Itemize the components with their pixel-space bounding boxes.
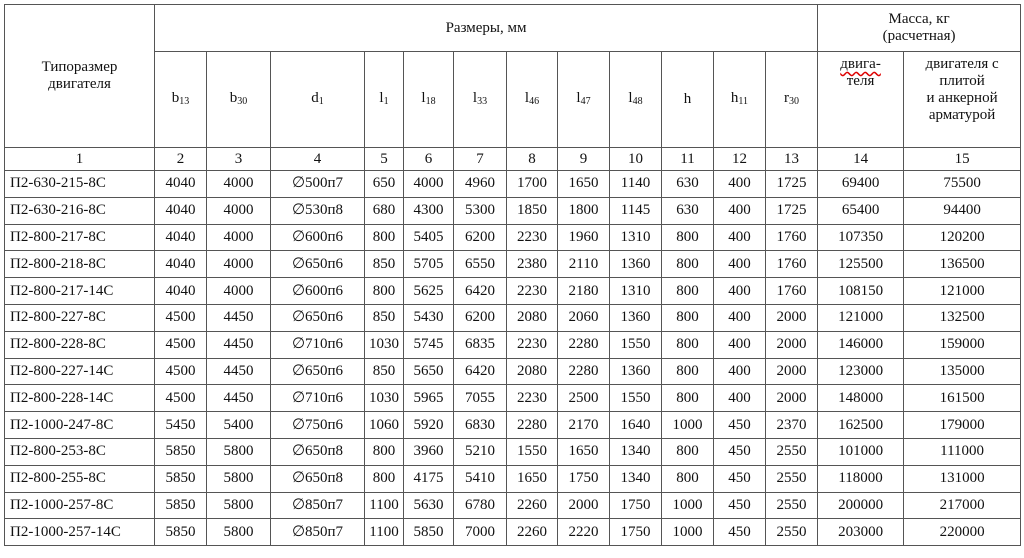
dim-subscript: 13 [179,95,190,107]
value-cell: 5965 [404,385,454,412]
motor-type-cell: П2-630-216-8С [5,197,155,224]
value-cell: 203000 [818,519,904,546]
value-cell: 5850 [155,519,207,546]
value-cell: 2170 [558,412,610,439]
value-cell: 200000 [818,492,904,519]
header-mass-motor-line2: теля [846,73,875,89]
table-row [5,171,1021,198]
value-cell: 4000 [207,171,271,198]
value-cell: 1550 [610,331,662,358]
value-cell: 450 [714,465,766,492]
value-cell: 650 [365,171,404,198]
value-cell: 6550 [454,251,507,278]
value-cell: 1760 [766,251,818,278]
value-cell: 6200 [454,224,507,251]
value-cell: 121000 [818,304,904,331]
value-cell: 5850 [404,519,454,546]
header-dim-l1 [365,52,404,148]
value-cell: 1000 [662,492,714,519]
value-cell: 1360 [610,304,662,331]
value-cell: ∅650п6 [271,358,365,385]
value-cell: 5400 [207,412,271,439]
value-cell: 1360 [610,358,662,385]
value-cell: ∅750п6 [271,412,365,439]
dim-subscript: 30 [789,95,800,107]
dim-symbol: d [311,89,319,106]
value-cell: 400 [714,385,766,412]
header-dim-h [662,52,714,148]
value-cell: 2280 [558,358,610,385]
value-cell: 5450 [155,412,207,439]
value-cell: 800 [662,278,714,305]
table-row [5,358,1021,385]
value-cell: 217000 [904,492,1021,519]
header-mass-motor [818,52,904,148]
dim-symbol: h [730,89,739,106]
header-mass-full-line2: плитой [939,73,985,89]
value-cell: 5210 [454,438,507,465]
value-cell: 161500 [904,385,1021,412]
value-cell: 1640 [610,412,662,439]
value-cell: 5800 [207,465,271,492]
dim-symbol: l [524,89,530,106]
header-dim-l48 [610,52,662,148]
value-cell: 1145 [610,197,662,224]
value-cell: 4040 [155,171,207,198]
motor-type-cell: П2-1000-247-8С [5,412,155,439]
dim-subscript: 33 [477,95,488,107]
value-cell: 5410 [454,465,507,492]
header-dim-l18 [404,52,454,148]
column-number: 6 [404,148,454,171]
value-cell: 450 [714,519,766,546]
value-cell: 450 [714,412,766,439]
value-cell: 1700 [507,171,558,198]
value-cell: 4000 [207,278,271,305]
value-cell: 630 [662,197,714,224]
value-cell: 5405 [404,224,454,251]
value-cell: 1550 [610,385,662,412]
value-cell: 630 [662,171,714,198]
dim-symbol: l [576,89,581,106]
value-cell: 4040 [155,251,207,278]
value-cell: 5800 [207,438,271,465]
value-cell: 4450 [207,304,271,331]
value-cell: ∅500п7 [271,171,365,198]
value-cell: ∅530п8 [271,197,365,224]
value-cell: 800 [365,278,404,305]
motor-type-cell: П2-800-228-8С [5,331,155,358]
motor-type-cell: П2-1000-257-8С [5,492,155,519]
table-row [5,519,1021,546]
value-cell: 1310 [610,278,662,305]
value-cell: 6835 [454,331,507,358]
table-row [5,385,1021,412]
motor-type-cell: П2-800-217-14С [5,278,155,305]
value-cell: 2060 [558,304,610,331]
value-cell: 450 [714,438,766,465]
value-cell: 69400 [818,171,904,198]
dim-symbol: r [784,89,790,106]
dim-subscript: 18 [425,95,436,107]
value-cell: 148000 [818,385,904,412]
dim-subscript: 1 [318,95,324,107]
value-cell: 6200 [454,304,507,331]
value-cell: 5800 [207,519,271,546]
value-cell: 2230 [507,278,558,305]
value-cell: 4500 [155,358,207,385]
value-cell: 2550 [766,465,818,492]
value-cell: 118000 [818,465,904,492]
dim-subscript: 1 [383,95,389,107]
column-number: 10 [610,148,662,171]
value-cell: 5920 [404,412,454,439]
value-cell: 1060 [365,412,404,439]
value-cell: ∅650п8 [271,465,365,492]
header-dim-l33 [454,52,507,148]
value-cell: 1750 [558,465,610,492]
header-dim-l46 [507,52,558,148]
header-dim-b30 [207,52,271,148]
value-cell: ∅650п8 [271,438,365,465]
value-cell: 1140 [610,171,662,198]
value-cell: 800 [662,304,714,331]
motor-type-cell: П2-800-228-14С [5,385,155,412]
value-cell: 2260 [507,519,558,546]
column-number: 1 [5,148,155,171]
value-cell: 1650 [558,171,610,198]
value-cell: 5430 [404,304,454,331]
motor-dimensions-table [4,4,1021,546]
value-cell: 850 [365,304,404,331]
value-cell: 179000 [904,412,1021,439]
column-number: 7 [454,148,507,171]
value-cell: 4500 [155,304,207,331]
table-row [5,278,1021,305]
value-cell: 1100 [365,492,404,519]
value-cell: 5745 [404,331,454,358]
value-cell: 4500 [155,385,207,412]
value-cell: 800 [365,465,404,492]
table-row [5,492,1021,519]
header-dimension-symbols [5,52,1021,148]
value-cell: 2550 [766,492,818,519]
value-cell: ∅710п6 [271,385,365,412]
value-cell: 7055 [454,385,507,412]
value-cell: 400 [714,251,766,278]
header-dim-h11 [714,52,766,148]
value-cell: 1760 [766,224,818,251]
dim-symbol: l [628,89,633,106]
motor-type-cell: П2-630-215-8С [5,171,155,198]
value-cell: 4040 [155,278,207,305]
dim-symbol: b [171,89,180,106]
value-cell: 800 [662,224,714,251]
value-cell: 850 [365,251,404,278]
value-cell: 1650 [507,465,558,492]
value-cell: 2000 [558,492,610,519]
value-cell: 136500 [904,251,1021,278]
header-mass-full-line4: арматурой [928,107,996,123]
value-cell: 680 [365,197,404,224]
value-cell: 400 [714,171,766,198]
header-mass-full-line1: двигателя с [925,56,999,72]
table-row [5,304,1021,331]
dim-symbol: h [683,91,692,107]
value-cell: 2230 [507,385,558,412]
dim-symbol: l [379,89,384,106]
value-cell: 162500 [818,412,904,439]
value-cell: 6420 [454,358,507,385]
value-cell: 4000 [404,171,454,198]
value-cell: 5300 [454,197,507,224]
header-type-line2: двигателя [48,76,111,92]
table-row [5,465,1021,492]
value-cell: 2260 [507,492,558,519]
value-cell: 2110 [558,251,610,278]
value-cell: 159000 [904,331,1021,358]
table-row [5,251,1021,278]
value-cell: 3960 [404,438,454,465]
value-cell: 2230 [507,224,558,251]
value-cell: 2280 [558,331,610,358]
value-cell: 6830 [454,412,507,439]
table-row [5,438,1021,465]
value-cell: 1000 [662,519,714,546]
value-cell: 2080 [507,304,558,331]
value-cell: 400 [714,224,766,251]
value-cell: 4300 [404,197,454,224]
dim-subscript: 48 [632,95,643,107]
value-cell: 123000 [818,358,904,385]
value-cell: 1725 [766,197,818,224]
header-type [5,5,155,148]
value-cell: 2080 [507,358,558,385]
dim-subscript: 47 [580,95,591,107]
value-cell: ∅650п6 [271,251,365,278]
dim-subscript: 30 [237,95,248,107]
value-cell: 400 [714,197,766,224]
header-mass-line2: (расчетная) [882,28,956,44]
value-cell: 6420 [454,278,507,305]
value-cell: 400 [714,278,766,305]
value-cell: 2550 [766,438,818,465]
value-cell: 4000 [207,224,271,251]
value-cell: 1750 [610,492,662,519]
value-cell: 1850 [507,197,558,224]
value-cell: 131000 [904,465,1021,492]
value-cell: 5850 [155,438,207,465]
motor-type-cell: П2-800-255-8С [5,465,155,492]
column-number: 8 [507,148,558,171]
motor-type-cell: П2-800-218-8С [5,251,155,278]
value-cell: 111000 [904,438,1021,465]
motor-type-cell: П2-800-227-8С [5,304,155,331]
value-cell: 2180 [558,278,610,305]
value-cell: 2500 [558,385,610,412]
value-cell: 107350 [818,224,904,251]
value-cell: 800 [662,385,714,412]
value-cell: 2000 [766,358,818,385]
column-number: 15 [904,148,1021,171]
header-sizes: Размеры, мм [155,5,818,52]
header-mass-full-line3: и анкерной [926,90,998,106]
value-cell: 5850 [155,465,207,492]
value-cell: 6780 [454,492,507,519]
value-cell: 135000 [904,358,1021,385]
value-cell: 850 [365,358,404,385]
value-cell: 5630 [404,492,454,519]
value-cell: 2550 [766,519,818,546]
value-cell: 2380 [507,251,558,278]
value-cell: 1030 [365,385,404,412]
value-cell: 1310 [610,224,662,251]
value-cell: 125500 [818,251,904,278]
column-number: 5 [365,148,404,171]
value-cell: 5650 [404,358,454,385]
column-number: 2 [155,148,207,171]
motor-type-cell: П2-800-253-8С [5,438,155,465]
header-dim-b13 [155,52,207,148]
value-cell: 800 [662,438,714,465]
value-cell: 220000 [904,519,1021,546]
value-cell: 75500 [904,171,1021,198]
value-cell: 101000 [818,438,904,465]
value-cell: 4450 [207,331,271,358]
value-cell: 1360 [610,251,662,278]
value-cell: 94400 [904,197,1021,224]
value-cell: 800 [365,224,404,251]
value-cell: ∅850п7 [271,492,365,519]
dim-symbol: l [472,89,478,106]
header-mass-line1: Масса, кг [888,11,950,27]
value-cell: 5850 [155,492,207,519]
value-cell: 1800 [558,197,610,224]
value-cell: 400 [714,331,766,358]
value-cell: 1650 [558,438,610,465]
value-cell: ∅600п6 [271,278,365,305]
value-cell: 121000 [904,278,1021,305]
table-row [5,224,1021,251]
value-cell: 132500 [904,304,1021,331]
value-cell: 4175 [404,465,454,492]
header-dim-d1 [271,52,365,148]
value-cell: 1760 [766,278,818,305]
value-cell: 800 [365,438,404,465]
header-column-numbers [5,148,1021,171]
value-cell: 1100 [365,519,404,546]
value-cell: ∅600п6 [271,224,365,251]
value-cell: 5625 [404,278,454,305]
value-cell: 4040 [155,197,207,224]
value-cell: 4000 [207,251,271,278]
header-type-line1: Типоразмер [41,59,118,75]
column-number: 3 [207,148,271,171]
value-cell: 1550 [507,438,558,465]
value-cell: 2000 [766,304,818,331]
value-cell: 2220 [558,519,610,546]
value-cell: 1340 [610,438,662,465]
value-cell: 120200 [904,224,1021,251]
value-cell: 450 [714,492,766,519]
value-cell: ∅650п6 [271,304,365,331]
value-cell: 1750 [610,519,662,546]
column-number: 12 [714,148,766,171]
column-number: 14 [818,148,904,171]
table-row [5,197,1021,224]
value-cell: 4500 [155,331,207,358]
value-cell: 1000 [662,412,714,439]
value-cell: 2370 [766,412,818,439]
value-cell: 2000 [766,385,818,412]
dim-symbol: b [229,89,238,106]
dim-subscript: 46 [529,95,540,107]
value-cell: 800 [662,331,714,358]
value-cell: 5705 [404,251,454,278]
table-body [5,171,1021,546]
value-cell: 1030 [365,331,404,358]
header-mass [818,5,1021,52]
table-row [5,331,1021,358]
value-cell: ∅710п6 [271,331,365,358]
table-row [5,412,1021,439]
motor-type-cell: П2-800-217-8С [5,224,155,251]
value-cell: 1725 [766,171,818,198]
value-cell: 2280 [507,412,558,439]
value-cell: 4040 [155,224,207,251]
value-cell: 108150 [818,278,904,305]
motor-type-cell: П2-1000-257-14С [5,519,155,546]
motor-type-cell: П2-800-227-14С [5,358,155,385]
header-mass-full [904,52,1021,148]
value-cell: 2000 [766,331,818,358]
column-number: 4 [271,148,365,171]
value-cell: 65400 [818,197,904,224]
column-number: 13 [766,148,818,171]
column-number: 11 [662,148,714,171]
value-cell: 800 [662,465,714,492]
value-cell: ∅850п7 [271,519,365,546]
value-cell: 146000 [818,331,904,358]
header-dim-r30 [766,52,818,148]
value-cell: 4450 [207,385,271,412]
dim-subscript: 11 [738,95,749,107]
value-cell: 1340 [610,465,662,492]
dim-symbol: l [421,89,426,106]
column-number: 9 [558,148,610,171]
value-cell: 800 [662,358,714,385]
value-cell: 400 [714,358,766,385]
value-cell: 5800 [207,492,271,519]
value-cell: 4450 [207,358,271,385]
value-cell: 1960 [558,224,610,251]
header-dim-l47 [558,52,610,148]
header-mass-motor-line1: двига- [840,56,881,72]
value-cell: 800 [662,251,714,278]
value-cell: 4000 [207,197,271,224]
value-cell: 2230 [507,331,558,358]
value-cell: 4960 [454,171,507,198]
value-cell: 400 [714,304,766,331]
value-cell: 7000 [454,519,507,546]
